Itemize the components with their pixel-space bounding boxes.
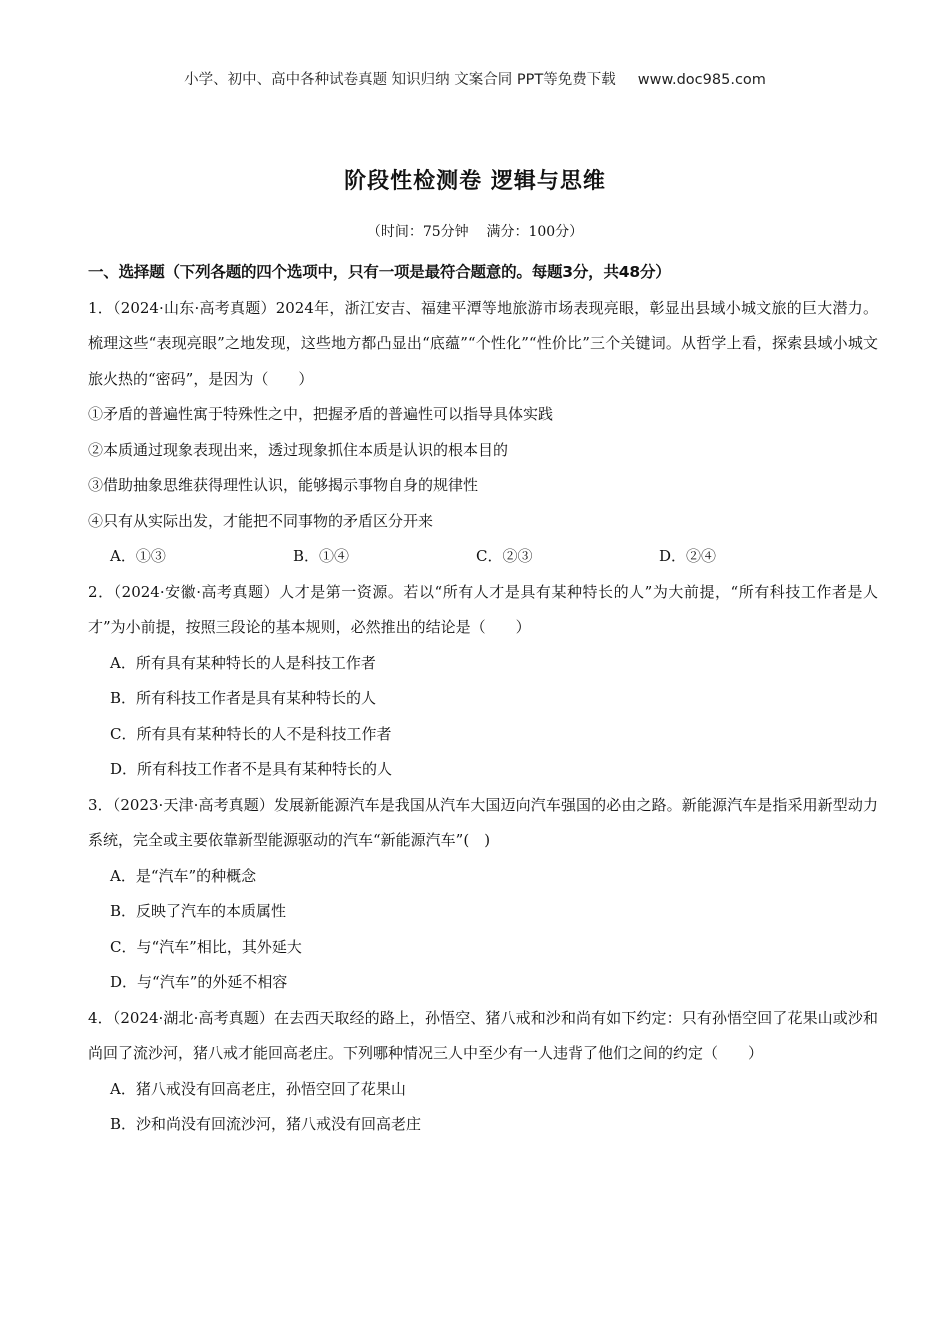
question-text: 4．（2024·湖北·高考真题）在去西天取经的路上，孙悟空、猪八戒和沙和尚有如下约定：只有孙悟空回了花果山或沙和尚回了流沙河，猪八戒才能回高老庄。下列哪种情况三人中至少有一人违背了他们之间的约定（ ）: [88, 1008, 878, 1062]
question-3: [88, 788, 878, 1001]
question-text: 1．（2024·山东·高考真题）2024年，浙江安吉、福建平潭等地旅游市场表现亮眼，彰显出县域小城文旅的巨大潜力。梳理这些“表现亮眼”之地发现，这些地方都凸显出“底蕴”“个性化”“性价比”三个关键词。从哲学上看，探索县域小城文旅火热的“密码”，是因为（ ）: [88, 298, 878, 388]
options-row: [88, 539, 878, 575]
question-1: [88, 291, 878, 575]
statement: ②本质通过现象表现出来，透过现象抓住本质是认识的根本目的: [88, 440, 509, 459]
option-b: B．①④: [293, 547, 350, 565]
question-2: [88, 575, 878, 788]
option-c: C．与“汽车”相比，其外延大: [110, 937, 302, 956]
header-text: 小学、初中、高中各种试卷真题 知识归纳 文案合同 PPT等免费下载: [184, 72, 616, 88]
statement: ③借助抽象思维获得理性认识，能够揭示事物自身的规律性: [88, 476, 479, 494]
statement: ①矛盾的普遍性寓于特殊性之中，把握矛盾的普遍性可以指导具体实践: [88, 405, 554, 423]
option-d: D．与“汽车”的外延不相容: [110, 973, 288, 991]
option-c: C．所有具有某种特长的人不是科技工作者: [110, 724, 392, 743]
question-4: [88, 1001, 878, 1143]
option-d: D．所有科技工作者不是具有某种特长的人: [110, 760, 393, 778]
question-text: 3．（2023·天津·高考真题）发展新能源汽车是我国从汽车大国迈向汽车强国的必由之路。新能源汽车是指采用新型动力系统，完全或主要依靠新型能源驱动的汽车“新能源汽车”( ): [88, 795, 878, 849]
statement: ④只有从实际出发，才能把不同事物的矛盾区分开来: [88, 511, 434, 530]
page-header: [0, 68, 950, 89]
option-b: B．所有科技工作者是具有某种特长的人: [110, 689, 377, 707]
section-heading: 一、选择题（下列各题的四个选项中，只有一项是最符合题意的。每题3分，共48分）: [88, 263, 671, 281]
option-a: A．猪八戒没有回高老庄，孙悟空回了花果山: [110, 1079, 406, 1098]
page-title: 阶段性检测卷 逻辑与思维: [344, 169, 606, 194]
option-d: D．②④: [659, 547, 717, 565]
option-b: B．沙和尚没有回流沙河，猪八戒没有回高老庄: [110, 1115, 422, 1133]
option-a: A．①③: [110, 547, 166, 565]
exam-content: [88, 255, 878, 1143]
header-site-link[interactable]: www.doc985.com: [637, 72, 766, 88]
option-a: A．所有具有某种特长的人是科技工作者: [110, 653, 376, 672]
option-b: B．反映了汽车的本质属性: [110, 902, 287, 920]
option-c: C．②③: [476, 547, 533, 565]
page-subtitle: （时间：75分钟 满分：100分）: [366, 224, 584, 240]
option-a: A．是“汽车”的种概念: [110, 866, 257, 885]
question-text: 2．（2024·安徽·高考真题）人才是第一资源。若以“所有人才是具有某种特长的人”为大前提，“所有科技工作者是人才”为小前提，按照三段论的基本规则，必然推出的结论是（ ）: [88, 582, 878, 636]
